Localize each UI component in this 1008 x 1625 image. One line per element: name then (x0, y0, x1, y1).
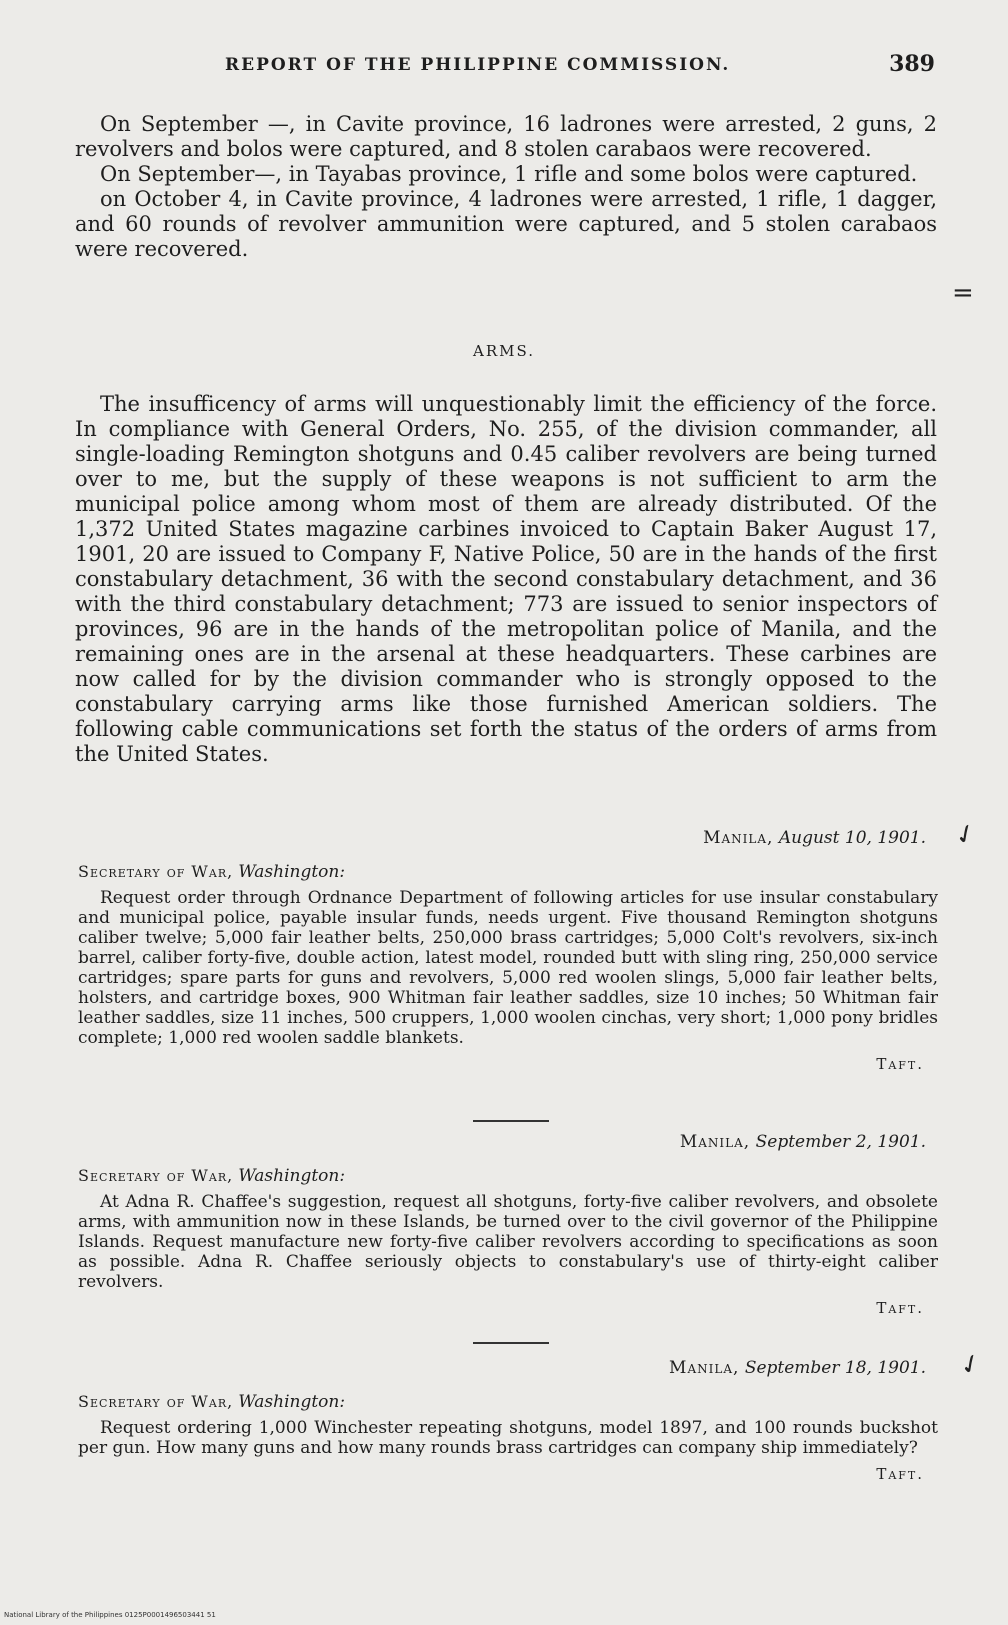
running-header (225, 51, 935, 77)
cable-address (78, 1166, 938, 1186)
intro-paragraphs (75, 112, 937, 262)
separator-rule (473, 1120, 549, 1122)
cable-place: Manila, (679, 1132, 751, 1152)
page-number: 389 (889, 51, 935, 77)
scan-credit: National Library of the Philippines 0125P0001496503441 51 (4, 1611, 216, 1619)
paragraph: on October 4, in Cavite province, 4 ladrones were arrested, 1 rifle, 1 dagger, and 60 rounds of revolver ammunition were captured, and 5 stolen carabaos were recovered. (75, 187, 937, 261)
cable-1 (78, 828, 938, 1074)
cable-addressee: Secretary of War, (78, 1392, 234, 1411)
cable-addressee: Secretary of War, (78, 1166, 234, 1185)
cable-place: Manila, (703, 828, 774, 848)
cable-addressee-place: Washington: (238, 862, 346, 882)
arms-paragraph: The insufficency of arms will unquestionably limit the efficiency of the force. In compliance with General Orders, No. 255, of the division commander, all single-loading Remington shotguns and 0.45 caliber revolvers are being turned over to me, but the supply of these weapons is not sufficient to arm the municipal police among whom most of them are already distributed. Of the 1,372 United States magazine carbines invoiced to Captain Baker August 17, 1901, 20 are issued to Company F, Native Police, 50 are in the hands of the first constabulary detachment, 36 with the second constabulary detachment, and 36 with the third constabulary detachment; 773 are issued to senior inspectors of provinces, 96 are in the hands of the metropolitan police of Manila, and the remaining ones are in the arsenal at these headquarters. These carbines are now called for by the division commander who is strongly opposed to the constabulary carrying arms like those furnished American soldiers. The following cable communications set forth the status of the orders of arms from the United States. (75, 392, 937, 766)
margin-mark-icon: = (952, 278, 974, 308)
header-title: REPORT OF THE PHILIPPINE COMMISSION. (225, 55, 731, 75)
cable-dateline (78, 1358, 938, 1378)
cable-dateline (78, 1132, 938, 1152)
cable-2 (78, 1132, 938, 1318)
cable-date: August 10, 1901. (778, 828, 926, 848)
cable-addressee-place: Washington: (238, 1166, 346, 1186)
checkmark-icon: ✓ (954, 1346, 988, 1384)
cable-date: September 18, 1901. (744, 1358, 926, 1378)
checkmark-icon: ✓ (949, 816, 983, 854)
cable-dateline (78, 828, 938, 848)
cable-3 (78, 1358, 938, 1484)
cable-place: Manila, (669, 1358, 740, 1378)
cable-address (78, 1392, 938, 1412)
section-heading: ARMS. (473, 342, 535, 360)
cable-addressee-place: Washington: (238, 1392, 346, 1412)
paragraph: On September —, in Cavite province, 16 ladrones were arrested, 2 guns, 2 revolvers and bolos were captured, and 8 stolen carabaos were recovered. (75, 112, 937, 161)
cable-body: At Adna R. Chaffee's suggestion, request all shotguns, forty-five caliber revolvers, and obsolete arms, with ammunition now in these Islands, be turned over to the civil governor of the Philippine Islands. Request manufacture new forty-five caliber revolvers according to specifications as soon as possible. Adna R. Chaffee seriously objects to constabulary's use of thirty-eight caliber revolvers. (78, 1192, 938, 1292)
cable-address (78, 862, 938, 882)
arms-section (75, 392, 937, 767)
paragraph: On September—, in Tayabas province, 1 rifle and some bolos were captured. (100, 162, 918, 186)
cable-addressee: Secretary of War, (78, 862, 234, 881)
cable-body: Request order through Ordnance Department of following articles for use insular constabulary and municipal police, payable insular funds, needs urgent. Five thousand Remington shotguns caliber twelve; 5,000 fair leather belts, 250,000 brass cartridges; 5,000 Colt's revolvers, six-inch barrel, caliber forty-five, double action, latest model, rounded butt with sling ring, 250,000 service cartridges; spare parts for guns and revolvers, 5,000 red woolen slings, 5,000 fair leather belts, holsters, and cartridge boxes, 900 Whitman fair leather saddles, size 10 inches; 50 Whitman fair leather saddles, size 11 inches, 500 cruppers, 1,000 woolen cinchas, very short; 1,000 pony bridles complete; 1,000 red woolen saddle blankets. (78, 888, 938, 1048)
cable-signature: Taft. (876, 1299, 924, 1317)
cable-date: September 2, 1901. (755, 1132, 926, 1152)
cable-body: Request ordering 1,000 Winchester repeating shotguns, model 1897, and 100 rounds buckshot per gun. How many guns and how many rounds brass cartridges can company ship immediately? (78, 1418, 938, 1458)
separator-rule (473, 1342, 549, 1344)
cable-signature: Taft. (876, 1465, 924, 1483)
cable-signature: Taft. (876, 1055, 924, 1073)
